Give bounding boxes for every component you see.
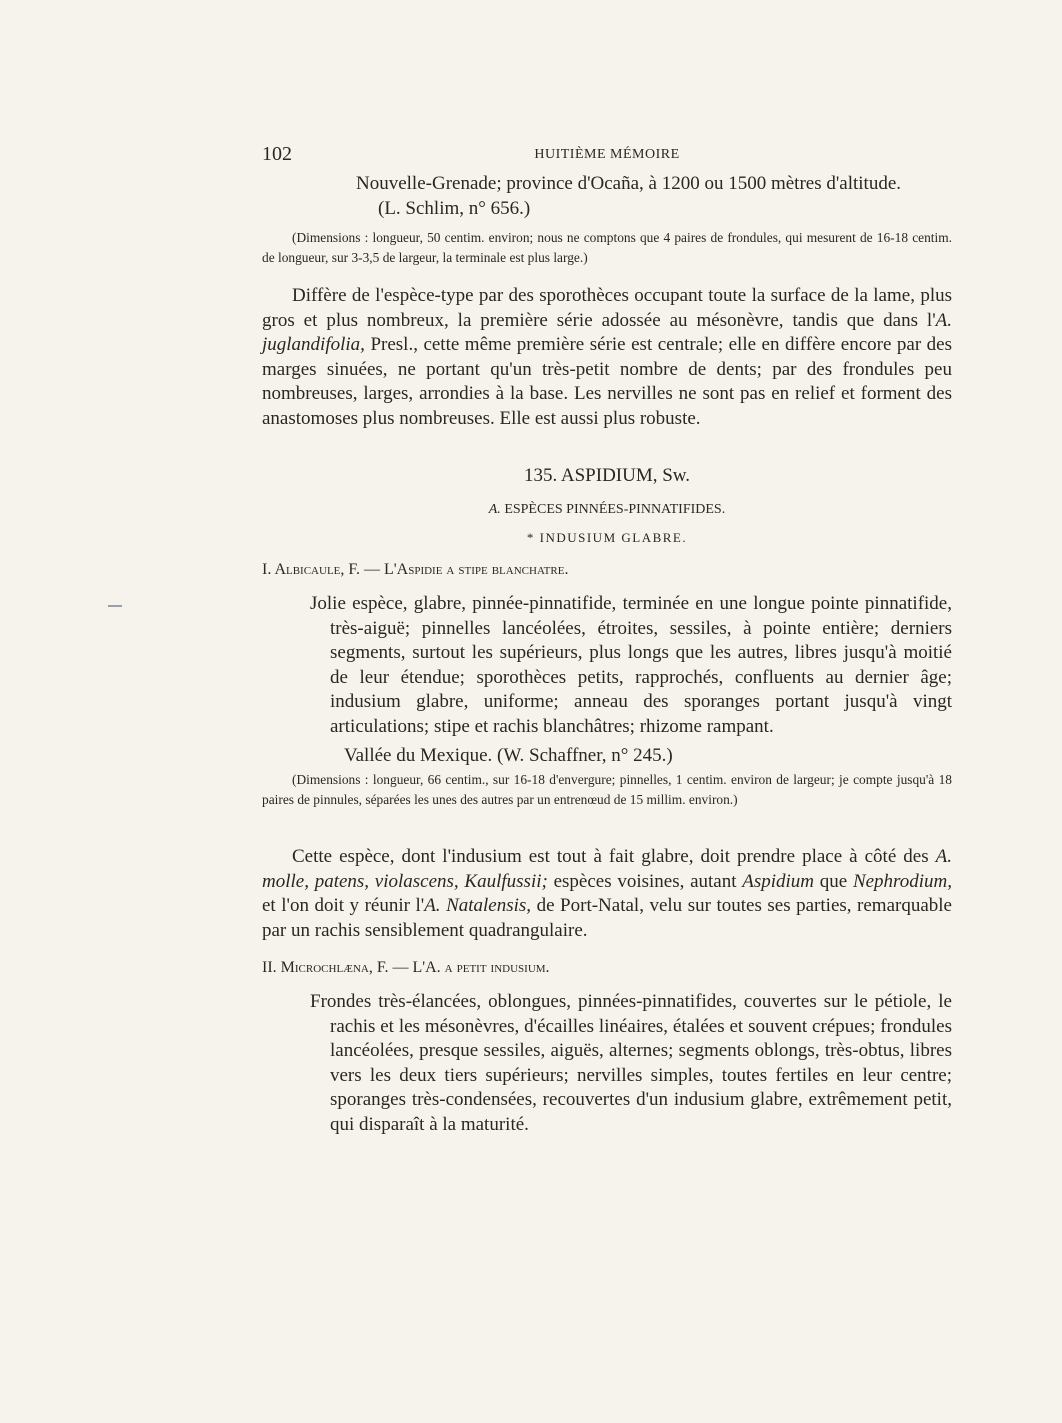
running-title: HUITIÈME MÉMOIRE	[534, 147, 680, 162]
locality-line: Nouvelle-Grenade; province d'Ocaña, à 1200 ou 1500 mètres d'altitude.	[356, 173, 901, 194]
species-name: A. juglandifolia,	[262, 309, 952, 355]
text-run: de Port-Natal, velu sur toutes ses parties, remarquable par un rachis sensiblement quadrangulaire.	[262, 895, 952, 941]
text-run: et l'on doit y réunir l'	[262, 895, 425, 916]
section-title: ESPÈCES PINNÉES-PINNATIFIDES.	[504, 502, 726, 517]
affinity-paragraph	[262, 845, 952, 943]
species-locality: Vallée du Mexique. (W. Schaffner, n° 245.)	[344, 745, 673, 766]
comparison-paragraph	[262, 284, 952, 431]
genus-name: Aspidium	[742, 870, 815, 892]
species-names: A. molle, patens, violascens, Kaulfussii;	[262, 846, 952, 892]
species-description-microchlaena	[310, 990, 952, 1137]
previous-entry-dimensions: (Dimensions : longueur, 50 centim. environ; nous ne comptons que 4 paires de frondules, qui mesurent de 16-18 centim. de longueur, sur 3-3,5 de largeur, la terminale est plus large.)	[262, 230, 952, 265]
section-heading	[262, 502, 952, 518]
text-run: Cette espèce, dont l'indusium est tout à fait glabre, doit prendre place à côté des	[292, 846, 936, 867]
page-number: 102	[262, 143, 292, 165]
description-text: Frondes très-élancées, oblongues, pinnées-pinnatifides, couvertes sur le pétiole, le rachis et les mésonèvres, d'écailles linéaires, étalées et souvent crépues; frondules lancéolées, presque sessiles, aiguës, alternes; segments oblongs, très-obtus, libres vers les deux tiers supérieurs; nervilles simples, toutes fertiles en leur centre; sporanges très-condensées, recouvertes d'un indusium glabre, extrêmement petit, qui disparaît à la maturité.	[310, 991, 952, 1135]
genus-heading: 135. ASPIDIUM, Sw.	[523, 465, 691, 486]
species-heading-microchlaena: II. Microchlæna, F. — L'A. a petit indusium.	[262, 959, 550, 976]
description-text: Jolie espèce, glabre, pinnée-pinnatifide, terminée en une longue pointe pinnatifide, très-aiguë; pinnelles lancéolées, étroites, sessiles, à pointe entière; derniers segments, surtout les supérieurs, plus longs que les autres, libres jusqu'à moitié de leur étendue; sporothèces petits, rapprochés, confluents au dernier âge; indusium glabre, uniforme; anneau des sporanges portant jusqu'à vingt articulations; stipe et rachis blanchâtres; rhizome rampant.	[310, 593, 952, 737]
subsection-heading: * INDUSIUM GLABRE.	[526, 530, 688, 545]
genus-name: Nephrodium,	[852, 870, 952, 892]
species-name: A. Natalensis,	[424, 895, 532, 916]
margin-mark	[108, 605, 122, 607]
text-run: espèces voisines, autant	[547, 870, 743, 892]
species-description-albicaule	[310, 592, 952, 769]
running-header	[262, 143, 952, 169]
section-letter: A.	[488, 502, 501, 517]
species-dimensions: (Dimensions : longueur, 66 centim., sur 16-18 d'envergure; pinnelles, 1 centim. environ de largeur; je compte jusqu'à 18 paires de pinnules, séparées les unes des autres par un entrenœud de 15 millim. environ.)	[262, 772, 952, 807]
text-run: Presl., cette même première série est centrale; elle en diffère encore par des marges sinuées, ne portant qu'un très-petit nombre de dents; par des frondules peu nombreuses, larges, arrondies à la base. Les nervilles ne sont pas en relief et forment des anastomoses plus nombreuses. Elle est aussi plus robuste.	[262, 334, 952, 429]
text-run: que	[814, 870, 853, 892]
collector-line: (L. Schlim, n° 656.)	[378, 197, 531, 219]
previous-entry-locality	[356, 172, 952, 221]
species-heading-albicaule: I. Albicaule, F. — L'Aspidie a stipe blanchatre.	[262, 561, 569, 578]
text-run: Diffère de l'espèce-type par des sporothèces occupant toute la surface de la lame, plus gros et plus nombreux, la première série adossée au mésonèvre, tandis que dans l'	[262, 285, 952, 331]
